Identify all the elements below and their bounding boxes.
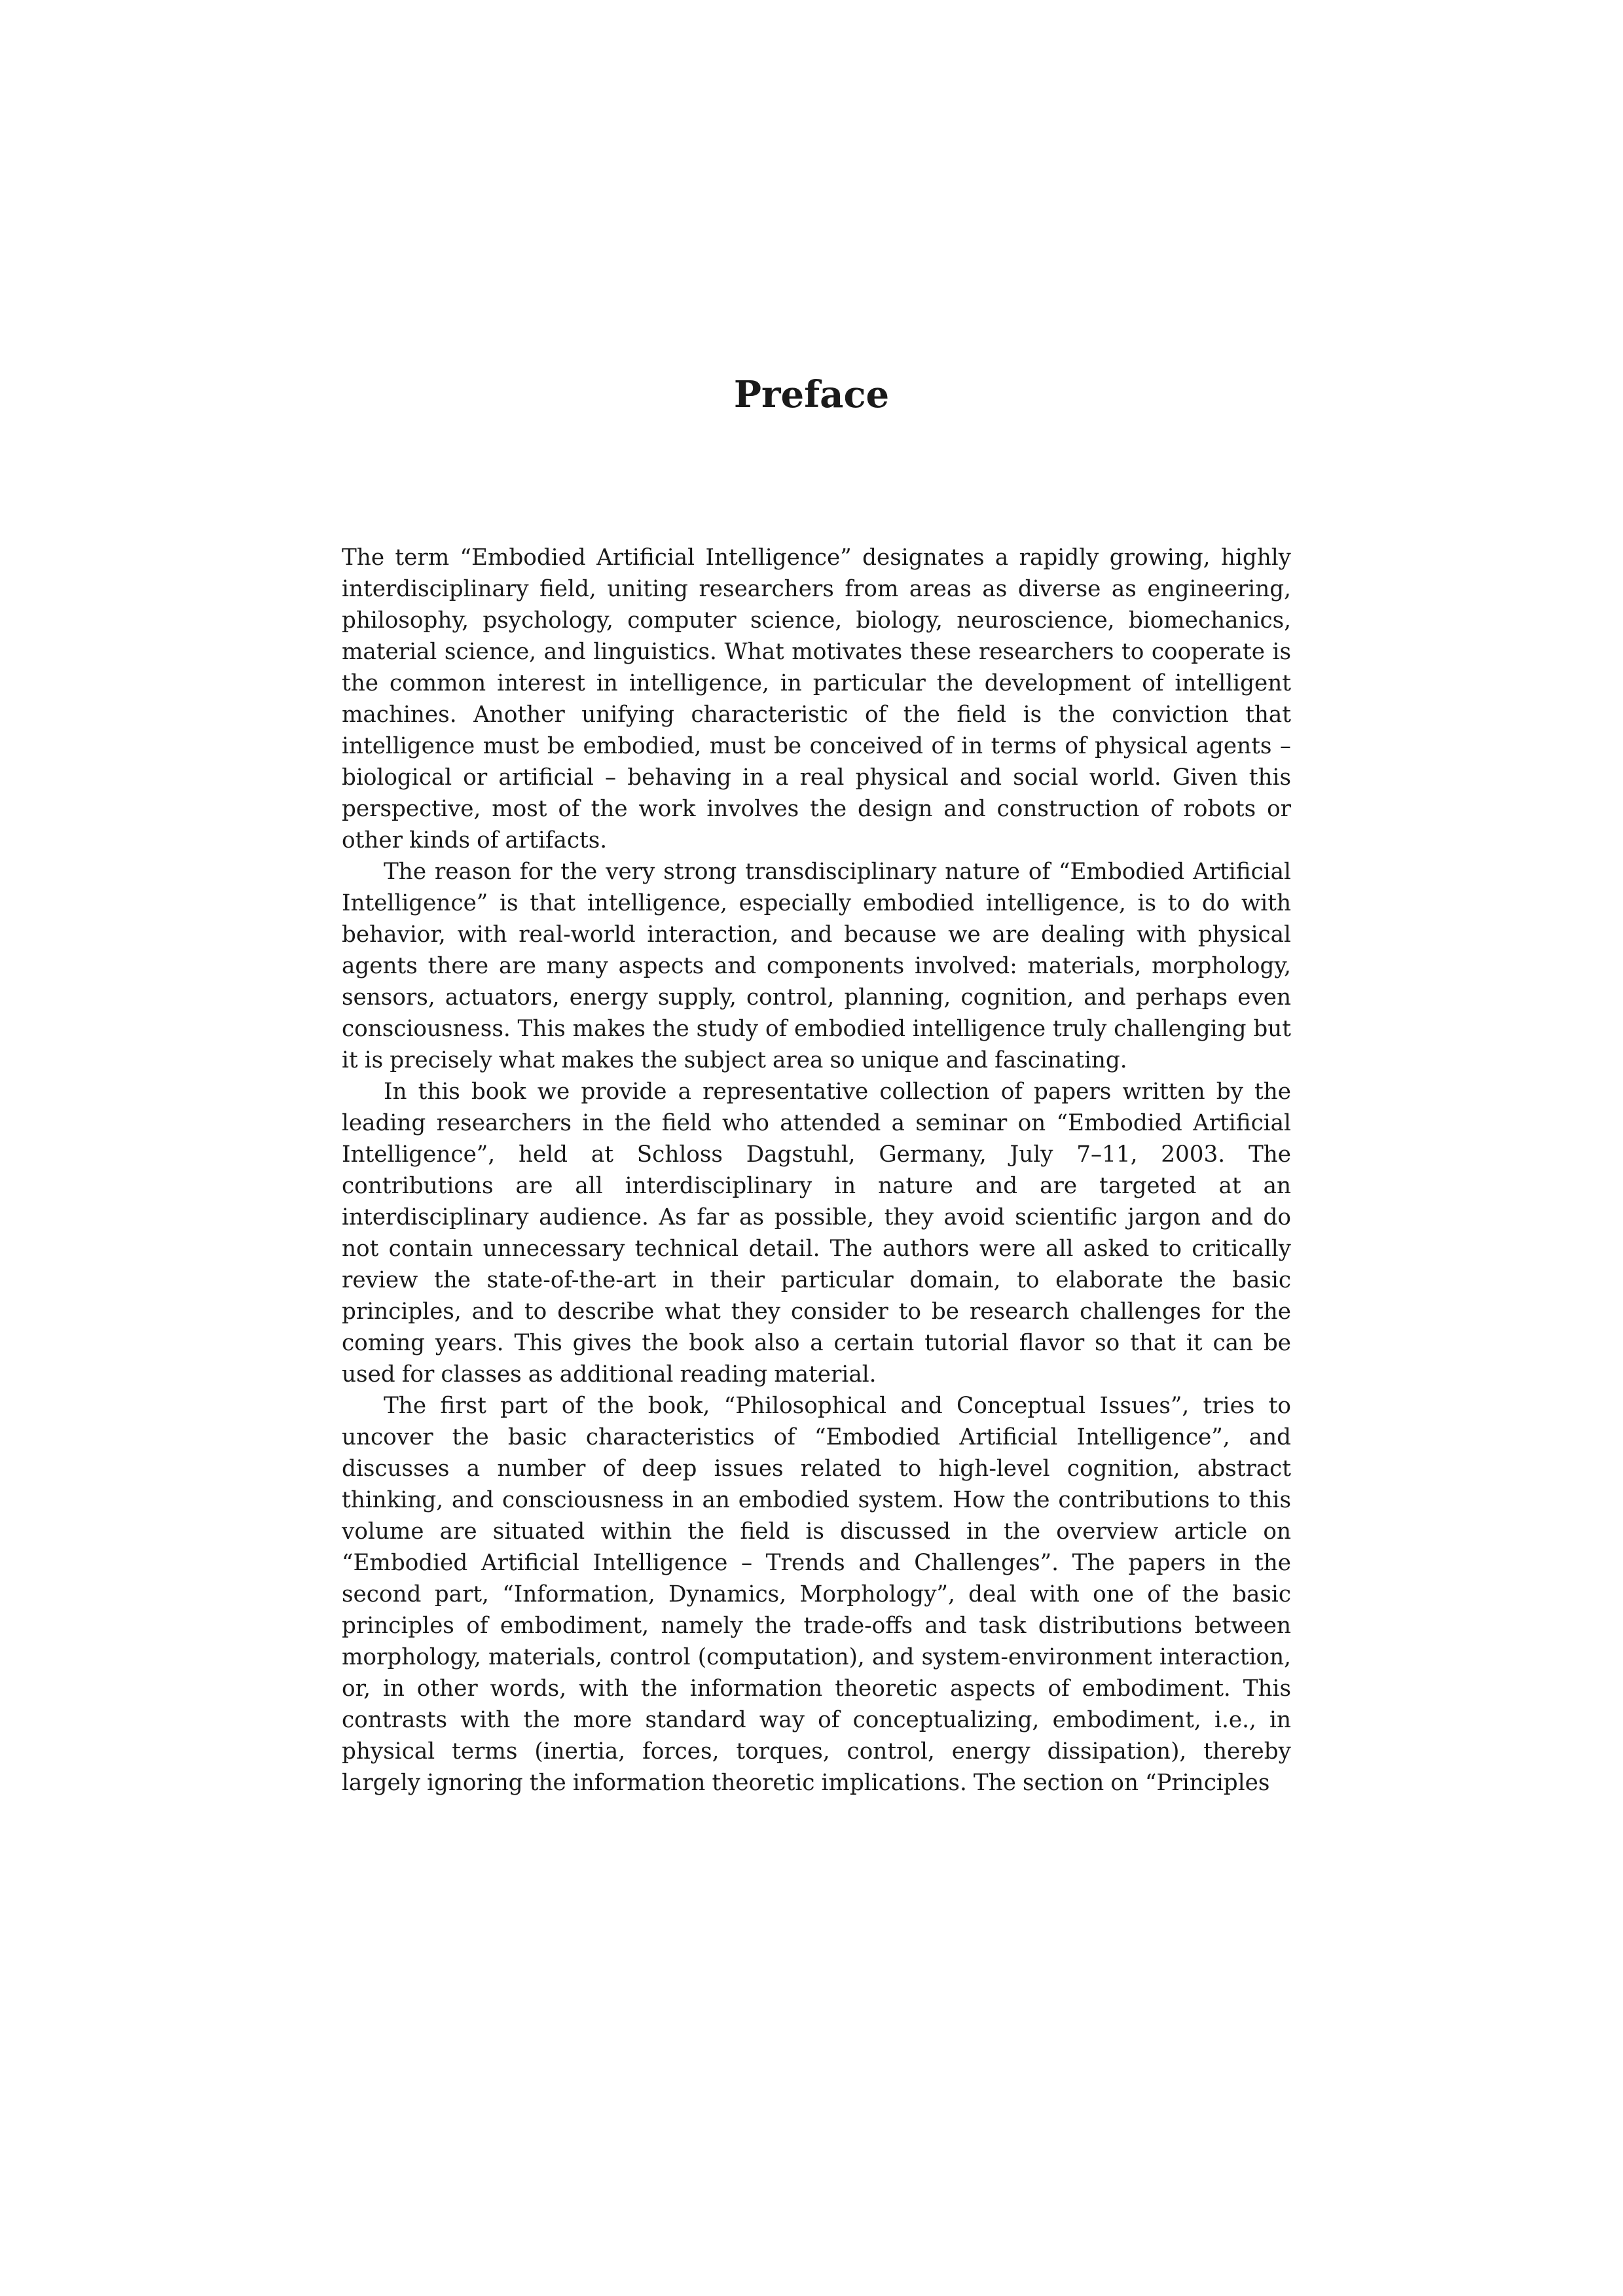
page-title: Preface — [733, 373, 890, 416]
paragraph-1: The term “Embodied Artificial Intelligence” designates a rapidly growing, highly interdisciplinary field, uniting researchers from areas as diverse as engineering, philosophy, psychology, computer science, biology, neuroscience, biomechanics, material science, and linguistics. What motivates these researchers to cooperate is the common interest in intelligence, in particular the development of intelligent machines. Another unifying characteristic of the field is the conviction that intelligence must be embodied, must be conceived of in terms of physical agents – biological or artificial – behaving in a real physical and social world. Given this perspective, most of the work involves the design and construction of robots or other kinds of artifacts. — [342, 545, 1291, 853]
paragraph-4: The first part of the book, “Philosophical and Conceptual Issues”, tries to uncover the basic characteristics of “Embodied Artificial Intelligence”, and discusses a number of deep issues related to high-level cognition, abstract thinking, and consciousness in an embodied system. How the contributions to this volume are situated within the field is discussed in the overview article on “Embodied Artificial Intelligence – Trends and Challenges”. The papers in the second part, “Information, Dynamics, Morphology”, deal with one of the basic principles of embodiment, namely the trade-offs and task distributions between morphology, materials, control (computation), and system-environment interaction, or, in other words, with the information theoretic aspects of embodiment. This contrasts with the more standard way of conceptualizing, embodiment, i.e., in physical terms (inertia, forces, torques, control, energy dissipation), thereby largely ignoring the information theoretic implications. The section on “Principles — [342, 1393, 1291, 1796]
preface-body — [342, 542, 1291, 1799]
paragraph-3: In this book we provide a representative collection of papers written by the leading researchers in the field who attended a seminar on “Embodied Artificial Intelligence”, held at Schloss Dagstuhl, Germany, July 7–11, 2003. The contributions are all interdisciplinary in nature and are targeted at an interdisciplinary audience. As far as possible, they avoid scientific jargon and do not contain unnecessary technical detail. The authors were all asked to critically review the state-of-the-art in their particular domain, to elaborate the basic principles, and to describe what they consider to be research challenges for the coming years. This gives the book also a certain tutorial flavor so that it can be used for classes as additional reading material. — [342, 1079, 1291, 1388]
paragraph-2: The reason for the very strong transdisciplinary nature of “Embodied Artificial Intelligence” is that intelligence, especially embodied intelligence, is to do with behavior, with real-world interaction, and because we are dealing with physical agents there are many aspects and components involved: materials, morphology, sensors, actuators, energy supply, control, planning, cognition, and perhaps even consciousness. This makes the study of embodied intelligence truly challenging but it is precisely what makes the subject area so unique and fascinating. — [342, 859, 1291, 1073]
